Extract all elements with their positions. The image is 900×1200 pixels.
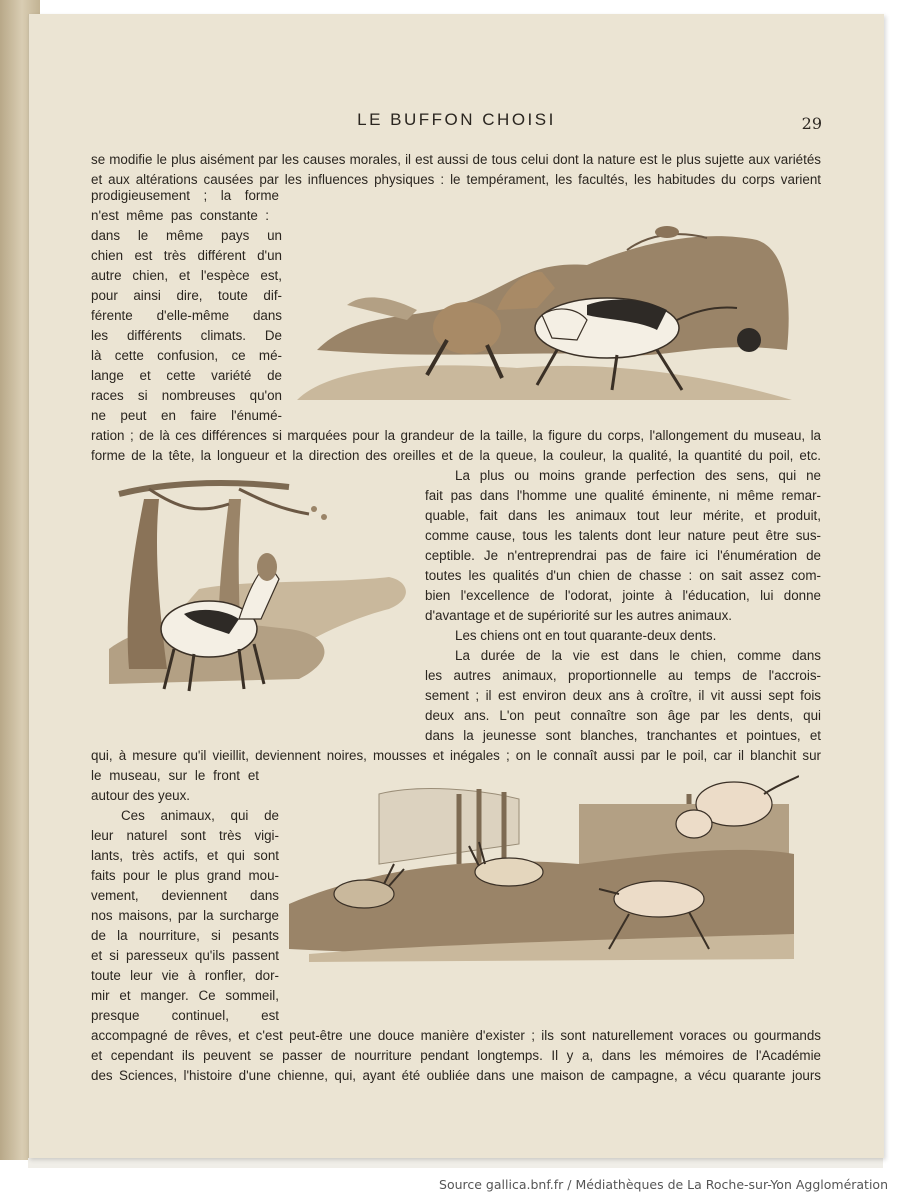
text-line: nos maisons, par la surcharge xyxy=(91,908,279,923)
page-number: 29 xyxy=(801,114,822,133)
text-line: les autres animaux, proportionnelle au temps de l'accrois- xyxy=(425,668,821,683)
text-line: les différents climats. De xyxy=(91,328,282,343)
source-attribution: Source gallica.bnf.fr / Médiathèques de La Roche-sur-Yon Agglomération xyxy=(439,1177,888,1192)
text-line: se modifie le plus aisément par les causes morales, il est aussi de tous celui dont la nature est le plus sujette aux variétés xyxy=(91,152,821,167)
text-line: ne peut en faire l'énumé- xyxy=(91,408,282,423)
text-line: ceptible. Je n'entreprendrai pas de faire ici l'énumération de xyxy=(425,548,821,563)
text-line: Ces animaux, qui de xyxy=(121,808,279,823)
text-line: comme cause, tous les talents dont leur nature peut être sus- xyxy=(425,528,821,543)
text-line: ration ; de là ces différences si marquées pour la grandeur de la taille, la figure du corps, l'allongement du museau, la xyxy=(91,428,821,443)
text-line: presque continuel, est xyxy=(91,1008,279,1023)
text-line: pour ainsi dire, toute dif- xyxy=(91,288,282,303)
illustration-hounds-chasing-hares xyxy=(279,754,799,964)
text-line: lange et cette variété de xyxy=(91,368,282,383)
text-line: le museau, sur le front et xyxy=(91,768,259,783)
text-line: fait pas dans l'homme une qualité éminente, ni même remar- xyxy=(425,488,821,503)
text-line: La durée de la vie est dans le chien, comme dans xyxy=(455,648,821,663)
text-line: dans le même pays un xyxy=(91,228,282,243)
text-line: de la nourriture, si pesants xyxy=(91,928,279,943)
text-line: mir et manger. Ce sommeil, xyxy=(91,988,279,1003)
text-line: et cependant ils peuvent se passer de nourriture pendant longtemps. Il y a, dans les mémoires de l'Académie xyxy=(91,1048,821,1063)
text-line: races si nombreuses qu'on xyxy=(91,388,282,403)
text-line: toute leur vie à ronfler, dor- xyxy=(91,968,279,983)
text-line: d'avantage et de supériorité sur les autres animaux. xyxy=(425,608,732,623)
text-line: deux ans. L'on peut connaître son âge par les dents, qui xyxy=(425,708,821,723)
text-line: autre chien, et l'espèce est, xyxy=(91,268,282,283)
text-line: qui, à mesure qu'il vieillit, deviennent noires, mousses et inégales ; on le connaît aussi par le poil, car il blanchit sur xyxy=(91,748,821,763)
text-line: et aux altérations causées par les influences physiques : le tempérament, les facultés, les habitudes du corps varient xyxy=(91,172,821,187)
text-line: leur naturel sont très vigi- xyxy=(91,828,279,843)
text-line: chien est très différent d'un xyxy=(91,248,282,263)
text-line: prodigieusement ; la forme xyxy=(91,188,279,203)
text-line: Les chiens ont en tout quarante-deux dents. xyxy=(455,628,717,643)
text-line: faits pour le plus grand mou- xyxy=(91,868,279,883)
text-line: vement, deviennent dans xyxy=(91,888,279,903)
page-bottom-edge xyxy=(28,1158,883,1168)
text-line: bien l'excellence de l'odorat, jointe à l'éducation, lui donne xyxy=(425,588,821,603)
text-line: quable, fait dans les animaux tout leur mérite, et produit, xyxy=(425,508,821,523)
text-line: là cette confusion, ce mé- xyxy=(91,348,282,363)
text-line: La plus ou moins grande perfection des sens, qui ne xyxy=(455,468,821,483)
text-line: dans la jeunesse sont blanches, tranchantes et pointues, et xyxy=(425,728,821,743)
running-header: LE BUFFON CHOISI xyxy=(357,110,556,129)
illustration-fox-and-hound xyxy=(287,210,797,410)
text-line: accompagné de rêves, et c'est peut-être une douce manière d'exister ; ils sont naturellement voraces ou gourmands xyxy=(91,1028,821,1043)
text-line: forme de la tête, la longueur et la direction des oreilles et de la queue, la couleur, la qualité, la quantité du poil, etc. xyxy=(91,448,821,463)
illustration-hound-under-tree xyxy=(89,469,419,699)
text-line: férente d'elle-même dans xyxy=(91,308,282,323)
text-line: et si paresseux qu'ils passent xyxy=(91,948,279,963)
text-line: toutes les qualités d'un chien de chasse : on sait assez com- xyxy=(425,568,821,583)
text-line: n'est même pas constante : xyxy=(91,208,269,223)
text-line: sement ; il est environ deux ans à croître, il vit aussi sept fois xyxy=(425,688,821,703)
text-line: des Sciences, l'histoire d'une chienne, qui, ayant été oubliée dans une maison de campagne, a vécu quarante jours xyxy=(91,1068,821,1083)
text-line: autour des yeux. xyxy=(91,788,191,803)
text-line: lants, très actifs, et qui sont xyxy=(91,848,279,863)
book-page xyxy=(28,14,884,1158)
